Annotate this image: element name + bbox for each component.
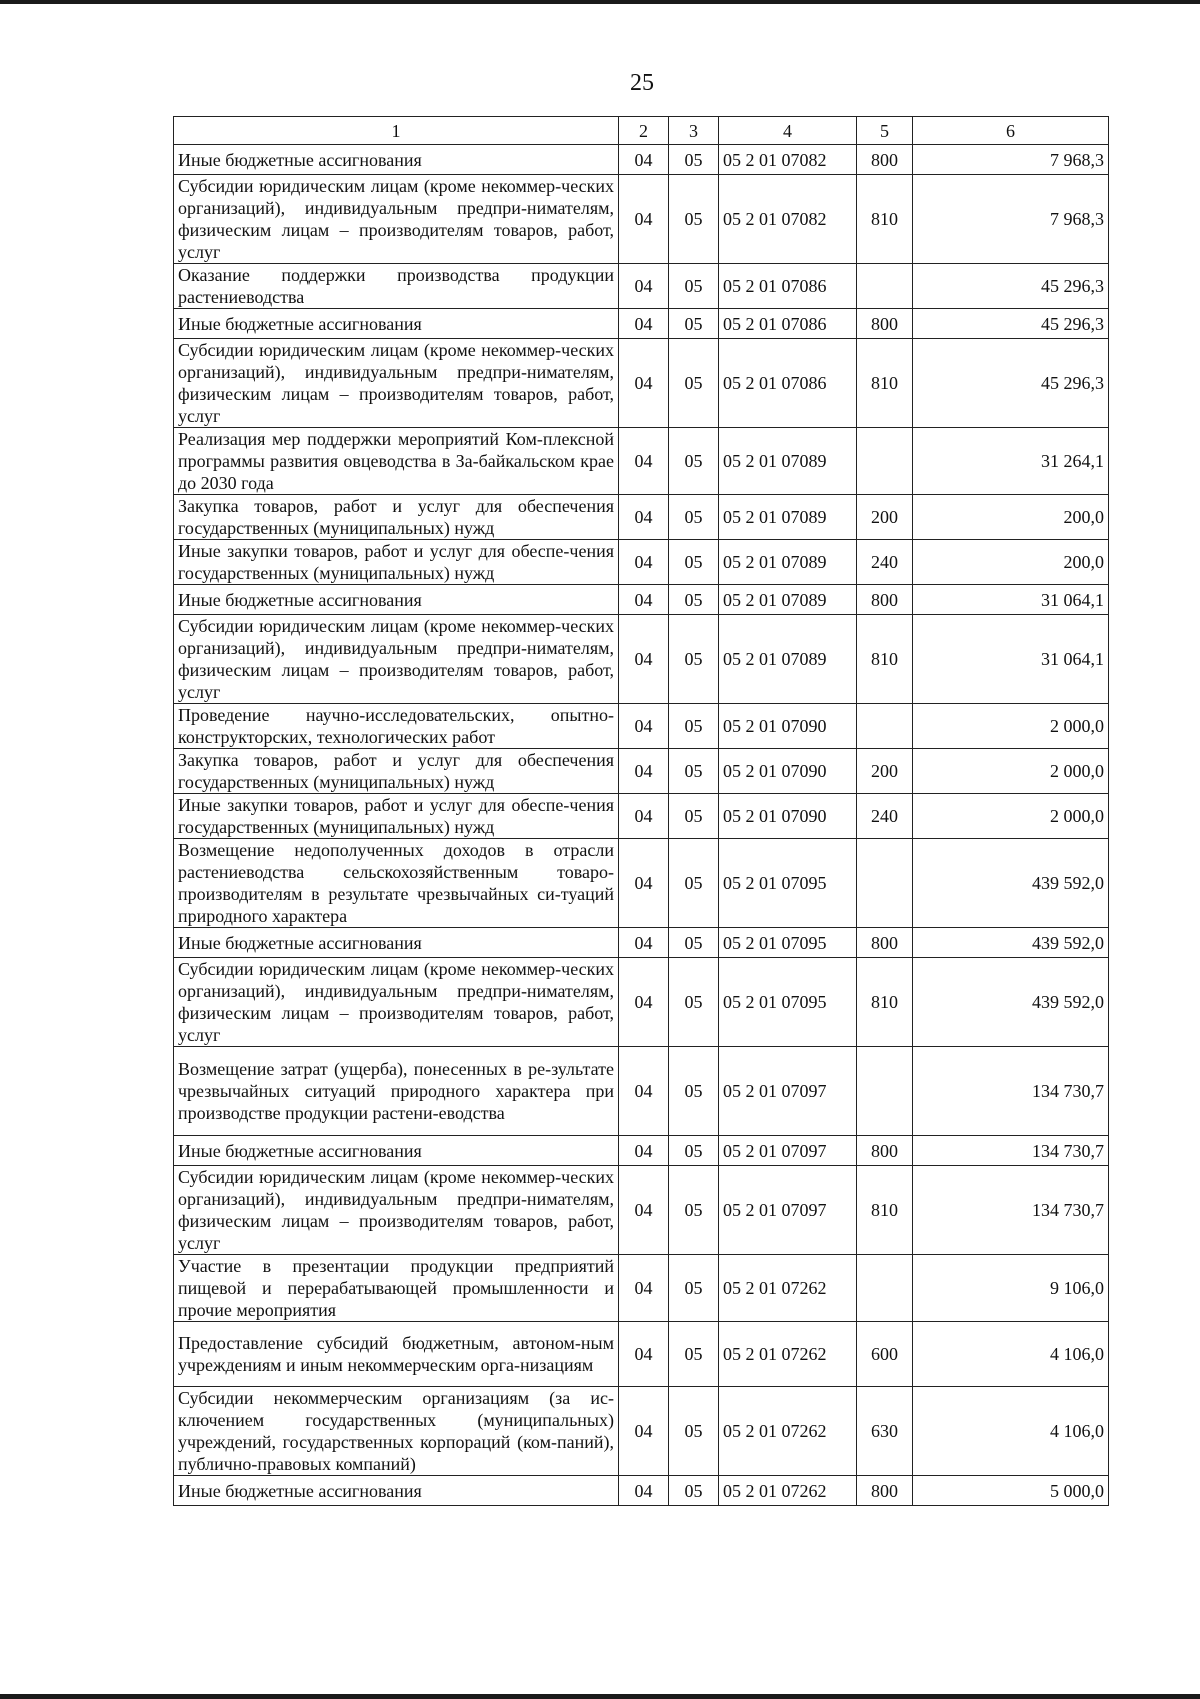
- column-header-5: 5: [857, 117, 913, 145]
- row-section-cell: 04: [619, 958, 669, 1047]
- table-row: [174, 958, 1109, 1047]
- row-amount-cell: 45 296,3: [913, 309, 1109, 339]
- table-row: [174, 749, 1109, 794]
- row-subsection-cell: 05: [669, 585, 719, 615]
- page-number: 25: [630, 70, 654, 96]
- row-name-cell: Оказание поддержки производства продукции растениеводства: [174, 264, 619, 309]
- table-row: [174, 264, 1109, 309]
- column-header-2: 2: [619, 117, 669, 145]
- row-expense-type-cell: [857, 839, 913, 928]
- row-amount-cell: 31 264,1: [913, 428, 1109, 495]
- row-target-code-cell: 05 2 01 07262: [719, 1387, 857, 1476]
- row-section-cell: 04: [619, 1387, 669, 1476]
- row-target-code-cell: 05 2 01 07090: [719, 704, 857, 749]
- row-subsection-cell: 05: [669, 1476, 719, 1506]
- row-target-code-cell: 05 2 01 07090: [719, 794, 857, 839]
- table-row: [174, 1255, 1109, 1322]
- row-target-code-cell: 05 2 01 07097: [719, 1166, 857, 1255]
- row-name-cell: Субсидии некоммерческим организациям (за ис-ключением государственных (муниципальных) учреждений, государственных корпораций (ком-паний), публично-правовых компаний): [174, 1387, 619, 1476]
- row-target-code-cell: 05 2 01 07082: [719, 175, 857, 264]
- row-expense-type-cell: [857, 428, 913, 495]
- table-row: [174, 428, 1109, 495]
- row-amount-cell: 9 106,0: [913, 1255, 1109, 1322]
- row-expense-type-cell: 810: [857, 339, 913, 428]
- scan-border-bottom: [0, 1694, 1200, 1699]
- row-amount-cell: 31 064,1: [913, 585, 1109, 615]
- row-name-cell: Субсидии юридическим лицам (кроме некоммер-ческих организаций), индивидуальным предпри-нимателям, физическим лицам – производителям товаров, работ, услуг: [174, 339, 619, 428]
- row-section-cell: 04: [619, 1136, 669, 1166]
- row-target-code-cell: 05 2 01 07262: [719, 1255, 857, 1322]
- row-section-cell: 04: [619, 1322, 669, 1387]
- row-name-cell: Иные бюджетные ассигнования: [174, 145, 619, 175]
- row-name-cell: Предоставление субсидий бюджетным, автоном-ным учреждениям и иным некоммерческим орга-низациям: [174, 1322, 619, 1387]
- table-row: [174, 1476, 1109, 1506]
- row-expense-type-cell: 810: [857, 615, 913, 704]
- table-row: [174, 794, 1109, 839]
- row-section-cell: 04: [619, 749, 669, 794]
- table-row: [174, 1166, 1109, 1255]
- table-row: [174, 1322, 1109, 1387]
- row-expense-type-cell: 810: [857, 175, 913, 264]
- row-amount-cell: 2 000,0: [913, 704, 1109, 749]
- row-expense-type-cell: 800: [857, 585, 913, 615]
- row-target-code-cell: 05 2 01 07089: [719, 615, 857, 704]
- row-amount-cell: 4 106,0: [913, 1387, 1109, 1476]
- row-target-code-cell: 05 2 01 07262: [719, 1322, 857, 1387]
- row-expense-type-cell: 800: [857, 145, 913, 175]
- row-subsection-cell: 05: [669, 1047, 719, 1136]
- row-name-cell: Возмещение недополученных доходов в отрасли растениеводства сельскохозяйственным товаро-производителям в результате чрезвычайных си-туаций природного характера: [174, 839, 619, 928]
- row-section-cell: 04: [619, 1047, 669, 1136]
- table-row: [174, 1387, 1109, 1476]
- row-section-cell: 04: [619, 339, 669, 428]
- row-subsection-cell: 05: [669, 1136, 719, 1166]
- row-name-cell: Реализация мер поддержки мероприятий Ком-плексной программы развития овцеводства в За-байкальском крае до 2030 года: [174, 428, 619, 495]
- row-subsection-cell: 05: [669, 540, 719, 585]
- row-amount-cell: 2 000,0: [913, 794, 1109, 839]
- row-target-code-cell: 05 2 01 07089: [719, 495, 857, 540]
- budget-table: [173, 116, 1109, 1506]
- row-subsection-cell: 05: [669, 1255, 719, 1322]
- row-expense-type-cell: 600: [857, 1322, 913, 1387]
- row-name-cell: Субсидии юридическим лицам (кроме некоммер-ческих организаций), индивидуальным предпри-нимателям, физическим лицам – производителям товаров, работ, услуг: [174, 958, 619, 1047]
- table-row: [174, 704, 1109, 749]
- row-expense-type-cell: 800: [857, 928, 913, 958]
- row-section-cell: 04: [619, 1166, 669, 1255]
- table-row: [174, 309, 1109, 339]
- column-header-4: 4: [719, 117, 857, 145]
- row-subsection-cell: 05: [669, 1166, 719, 1255]
- row-amount-cell: 45 296,3: [913, 264, 1109, 309]
- table-row: [174, 1136, 1109, 1166]
- row-name-cell: Закупка товаров, работ и услуг для обеспечения государственных (муниципальных) нужд: [174, 749, 619, 794]
- row-name-cell: Иные бюджетные ассигнования: [174, 1136, 619, 1166]
- row-target-code-cell: 05 2 01 07089: [719, 540, 857, 585]
- row-section-cell: 04: [619, 928, 669, 958]
- column-header-6: 6: [913, 117, 1109, 145]
- row-target-code-cell: 05 2 01 07095: [719, 928, 857, 958]
- row-subsection-cell: 05: [669, 175, 719, 264]
- row-name-cell: Закупка товаров, работ и услуг для обеспечения государственных (муниципальных) нужд: [174, 495, 619, 540]
- row-expense-type-cell: 800: [857, 1476, 913, 1506]
- row-subsection-cell: 05: [669, 145, 719, 175]
- row-target-code-cell: 05 2 01 07090: [719, 749, 857, 794]
- row-subsection-cell: 05: [669, 615, 719, 704]
- row-target-code-cell: 05 2 01 07089: [719, 428, 857, 495]
- row-expense-type-cell: [857, 1047, 913, 1136]
- row-section-cell: 04: [619, 540, 669, 585]
- row-name-cell: Иные бюджетные ассигнования: [174, 1476, 619, 1506]
- row-name-cell: Участие в презентации продукции предприятий пищевой и перерабатывающей промышленности и прочие мероприятия: [174, 1255, 619, 1322]
- row-name-cell: Возмещение затрат (ущерба), понесенных в ре-зультате чрезвычайных ситуаций природного характера при производстве продукции растени-еводства: [174, 1047, 619, 1136]
- row-subsection-cell: 05: [669, 928, 719, 958]
- row-name-cell: Иные закупки товаров, работ и услуг для обеспе-чения государственных (муниципальных) нужд: [174, 540, 619, 585]
- row-amount-cell: 134 730,7: [913, 1136, 1109, 1166]
- row-expense-type-cell: 810: [857, 958, 913, 1047]
- row-section-cell: 04: [619, 428, 669, 495]
- row-target-code-cell: 05 2 01 07262: [719, 1476, 857, 1506]
- row-amount-cell: 5 000,0: [913, 1476, 1109, 1506]
- row-amount-cell: 200,0: [913, 540, 1109, 585]
- row-subsection-cell: 05: [669, 339, 719, 428]
- row-amount-cell: 7 968,3: [913, 175, 1109, 264]
- row-name-cell: Проведение научно-исследовательских, опытно-конструкторских, технологических работ: [174, 704, 619, 749]
- row-target-code-cell: 05 2 01 07086: [719, 264, 857, 309]
- table-row: [174, 339, 1109, 428]
- row-section-cell: 04: [619, 175, 669, 264]
- row-expense-type-cell: [857, 264, 913, 309]
- row-amount-cell: 439 592,0: [913, 928, 1109, 958]
- row-subsection-cell: 05: [669, 839, 719, 928]
- row-expense-type-cell: 240: [857, 540, 913, 585]
- table-row: [174, 615, 1109, 704]
- row-section-cell: 04: [619, 309, 669, 339]
- row-name-cell: Субсидии юридическим лицам (кроме некоммер-ческих организаций), индивидуальным предпри-нимателям, физическим лицам – производителям товаров, работ, услуг: [174, 1166, 619, 1255]
- row-name-cell: Субсидии юридическим лицам (кроме некоммер-ческих организаций), индивидуальным предпри-нимателям, физическим лицам – производителям товаров, работ, услуг: [174, 175, 619, 264]
- row-subsection-cell: 05: [669, 1322, 719, 1387]
- row-expense-type-cell: 200: [857, 749, 913, 794]
- row-subsection-cell: 05: [669, 704, 719, 749]
- row-expense-type-cell: 240: [857, 794, 913, 839]
- row-amount-cell: 2 000,0: [913, 749, 1109, 794]
- table-row: [174, 175, 1109, 264]
- row-expense-type-cell: 630: [857, 1387, 913, 1476]
- row-section-cell: 04: [619, 1476, 669, 1506]
- table-header-row: [174, 117, 1109, 145]
- column-header-3: 3: [669, 117, 719, 145]
- row-expense-type-cell: 810: [857, 1166, 913, 1255]
- row-amount-cell: 45 296,3: [913, 339, 1109, 428]
- row-section-cell: 04: [619, 145, 669, 175]
- row-expense-type-cell: [857, 1255, 913, 1322]
- row-section-cell: 04: [619, 585, 669, 615]
- table-row: [174, 145, 1109, 175]
- row-amount-cell: 200,0: [913, 495, 1109, 540]
- row-expense-type-cell: 800: [857, 309, 913, 339]
- row-name-cell: Субсидии юридическим лицам (кроме некоммер-ческих организаций), индивидуальным предпри-нимателям, физическим лицам – производителям товаров, работ, услуг: [174, 615, 619, 704]
- row-target-code-cell: 05 2 01 07089: [719, 585, 857, 615]
- row-section-cell: 04: [619, 615, 669, 704]
- table-row: [174, 839, 1109, 928]
- row-subsection-cell: 05: [669, 1387, 719, 1476]
- scan-border-top: [0, 0, 1200, 4]
- row-expense-type-cell: 200: [857, 495, 913, 540]
- row-target-code-cell: 05 2 01 07097: [719, 1047, 857, 1136]
- row-amount-cell: 134 730,7: [913, 1166, 1109, 1255]
- row-section-cell: 04: [619, 264, 669, 309]
- table-row: [174, 540, 1109, 585]
- column-header-1: 1: [174, 117, 619, 145]
- row-amount-cell: 4 106,0: [913, 1322, 1109, 1387]
- row-subsection-cell: 05: [669, 264, 719, 309]
- row-name-cell: Иные бюджетные ассигнования: [174, 928, 619, 958]
- row-expense-type-cell: [857, 704, 913, 749]
- row-section-cell: 04: [619, 495, 669, 540]
- table-row: [174, 928, 1109, 958]
- table-row: [174, 1047, 1109, 1136]
- row-name-cell: Иные бюджетные ассигнования: [174, 309, 619, 339]
- row-name-cell: Иные бюджетные ассигнования: [174, 585, 619, 615]
- row-section-cell: 04: [619, 1255, 669, 1322]
- row-target-code-cell: 05 2 01 07082: [719, 145, 857, 175]
- row-section-cell: 04: [619, 704, 669, 749]
- row-subsection-cell: 05: [669, 495, 719, 540]
- row-amount-cell: 134 730,7: [913, 1047, 1109, 1136]
- row-subsection-cell: 05: [669, 309, 719, 339]
- row-amount-cell: 439 592,0: [913, 839, 1109, 928]
- table-row: [174, 585, 1109, 615]
- row-subsection-cell: 05: [669, 428, 719, 495]
- row-target-code-cell: 05 2 01 07097: [719, 1136, 857, 1166]
- row-amount-cell: 7 968,3: [913, 145, 1109, 175]
- table-row: [174, 495, 1109, 540]
- row-amount-cell: 439 592,0: [913, 958, 1109, 1047]
- row-subsection-cell: 05: [669, 794, 719, 839]
- row-name-cell: Иные закупки товаров, работ и услуг для обеспе-чения государственных (муниципальных) нужд: [174, 794, 619, 839]
- row-target-code-cell: 05 2 01 07086: [719, 339, 857, 428]
- row-target-code-cell: 05 2 01 07086: [719, 309, 857, 339]
- row-subsection-cell: 05: [669, 958, 719, 1047]
- row-expense-type-cell: 800: [857, 1136, 913, 1166]
- row-section-cell: 04: [619, 839, 669, 928]
- row-target-code-cell: 05 2 01 07095: [719, 839, 857, 928]
- row-amount-cell: 31 064,1: [913, 615, 1109, 704]
- row-subsection-cell: 05: [669, 749, 719, 794]
- row-target-code-cell: 05 2 01 07095: [719, 958, 857, 1047]
- row-section-cell: 04: [619, 794, 669, 839]
